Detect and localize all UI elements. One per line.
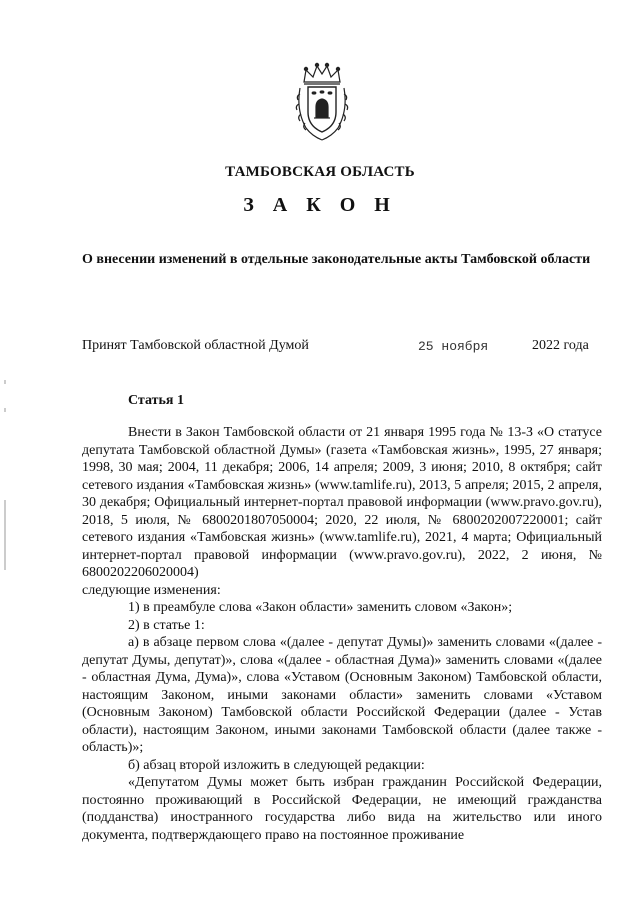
paragraph: 2) в статье 1: [128,617,205,633]
article-heading: Статья 1 [128,393,184,408]
region-heading: ТАМБОВСКАЯ ОБЛАСТЬ [225,164,415,180]
paragraph: Внести в Закон Тамбовской области от 21 января 1995 года № 13-З «О статусе депутата Тамбовской областной Думы» (газета «Тамбовская жизнь», 1995, 27 января; 1998, 30 мая; 2004, 11 декабря; 2006, 14 апреля; 2009, 3 июня; 2010, 8 октября; сайт сетевого издания «Тамбовская жизнь» (www.tamlife.ru), 2013, 5 апреля; 2015, 2 апреля, 30 декабря; Официальный интернет-портал правовой информации (www.pravo.gov.ru), 2018, 5 июля, № 6800201807050004; 2020, 22 июля, № 6800202007220001; сайт сетевого издания «Тамбовская жизнь» (www.tamlife.ru), 2021, 4 марта; Официальный интернет-портал правовой информации (www.pravo.gov.ru), 2022, 2 июня, № 6800202206020004) [82,425,602,580]
paragraph: «Депутатом Думы может быть избран гражданин Российской Федерации, постоянно проживающий в Российской Федерации, не имеющий гражданства (подданства) иностранного государства либо вида на жительство или иного документа, подтверждающего право на постоянное проживание [82,775,602,843]
document-type-heading: З А К О Н [243,194,397,216]
article-body [82,424,602,844]
paragraph: 1) в преамбуле слова «Закон области» заменить словом «Закон»; [128,600,513,615]
tambov-coat-of-arms-icon [294,62,350,142]
adoption-date: 25 ноября [418,339,489,354]
paragraph: следующие изменения: [82,582,221,598]
adoption-year: 2022 года [532,338,589,353]
law-subject-title: О внесении изменений в отдельные законодательные акты Тамбовской области [82,252,591,267]
adoption-line [82,338,602,356]
scan-margin-marks [3,380,9,600]
paragraph: а) в абзаце первом слова «(далее - депутат Думы)» заменить словами «(далее - депутат Думы, депутат)», слова «(далее - областная Дума)» заменить словами «(далее - областная Дума, Дума)», слова «Уставом (Основным Законом) Тамбовской области, настоящим Законом, иными законами области» заменить словами «Уставом (Основным Законом) Тамбовской области Российской Федерации (далее - Устав области), настоящим Законом, иными законами Тамбовской области (далее также - область)»; [82,635,602,755]
adopted-by: Принят Тамбовской областной Думой [82,338,309,353]
paragraph: б) абзац второй изложить в следующей редакции: [128,757,425,773]
